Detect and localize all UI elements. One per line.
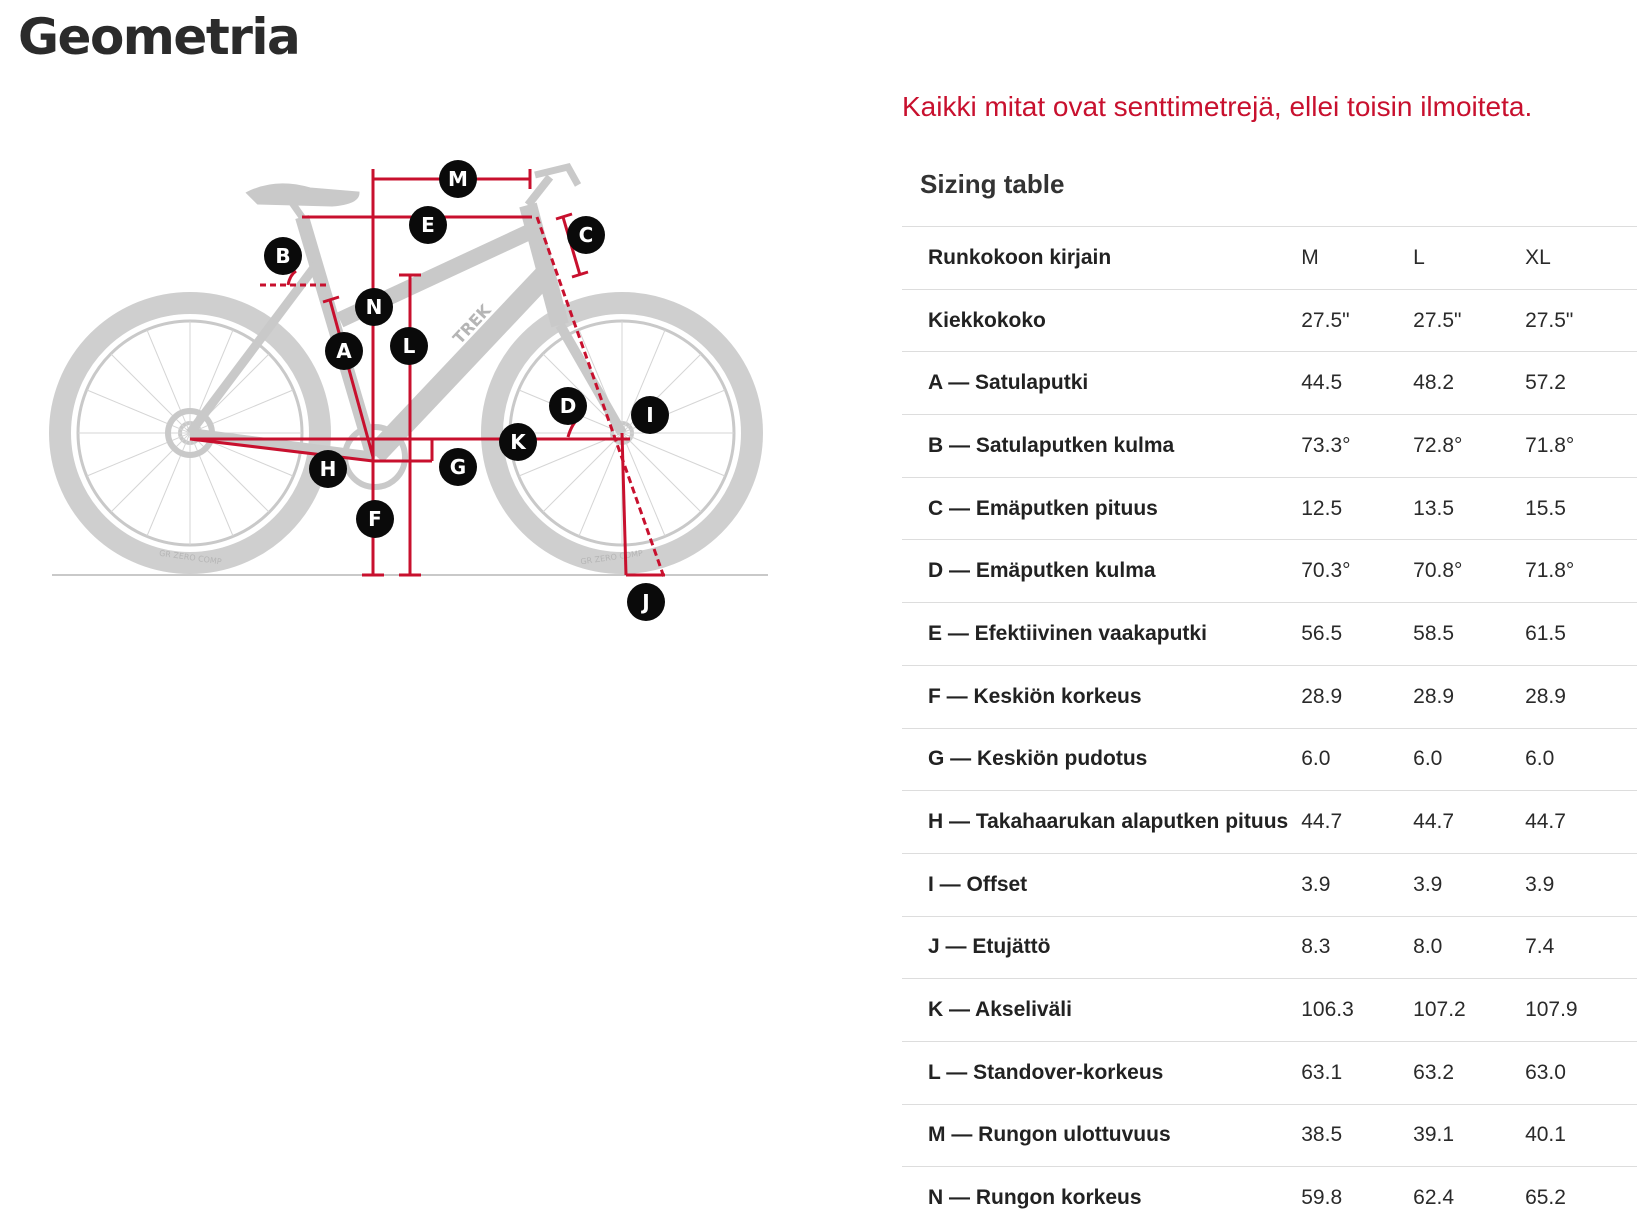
row-label: A — Satulaputki xyxy=(928,371,1089,395)
cell-value: 6.0 xyxy=(1301,747,1331,771)
cell-value: 7.4 xyxy=(1525,935,1555,959)
size-xl-header: XL xyxy=(1525,245,1551,269)
cell-value: 6.0 xyxy=(1413,747,1443,771)
cell-value: 44.7 xyxy=(1301,810,1343,834)
cell-value: 71.8° xyxy=(1525,433,1575,457)
cell-value: 15.5 xyxy=(1525,496,1566,520)
row-label: Kiekkokoko xyxy=(928,308,1046,332)
table-row xyxy=(902,477,1637,540)
rear-tire-text: GR ZERO COMP xyxy=(158,548,223,567)
cell-value: 39.1 xyxy=(1413,1123,1455,1147)
svg-text:N: N xyxy=(365,295,383,319)
cell-value: 44.7 xyxy=(1413,810,1455,834)
page-title: Geometria xyxy=(18,8,300,66)
badge-f xyxy=(356,500,394,538)
cell-value: 40.1 xyxy=(1525,1123,1566,1147)
cell-value: 3.9 xyxy=(1525,872,1555,896)
svg-text:A: A xyxy=(336,339,352,363)
row-label: D — Emäputken kulma xyxy=(928,559,1156,583)
cell-value: 27.5" xyxy=(1301,308,1350,332)
units-notice: Kaikki mitat ovat senttimetrejä, ellei toisin ilmoiteta. xyxy=(902,91,1533,122)
cell-value: 44.5 xyxy=(1301,371,1343,395)
cell-value: 57.2 xyxy=(1525,371,1566,395)
cell-value: 63.1 xyxy=(1301,1060,1343,1084)
row-label: G — Keskiön pudotus xyxy=(928,747,1148,771)
table-row xyxy=(902,979,1637,1042)
svg-text:K: K xyxy=(510,430,526,454)
table-row xyxy=(902,540,1637,603)
cell-value: 70.8° xyxy=(1413,559,1463,583)
row-label: I — Offset xyxy=(928,872,1028,896)
table-header-row xyxy=(902,227,1637,290)
cell-value: 56.5 xyxy=(1301,621,1343,645)
bike-illustration xyxy=(60,167,752,563)
badge-d xyxy=(549,387,587,425)
cell-value: 107.2 xyxy=(1413,998,1466,1022)
cell-value: 38.5 xyxy=(1301,1123,1343,1147)
table-row xyxy=(902,603,1637,666)
badge-k xyxy=(499,423,537,461)
badge-c xyxy=(567,216,605,254)
cell-value: 71.8° xyxy=(1525,559,1575,583)
row-label: M — Rungon ulottuvuus xyxy=(928,1123,1171,1147)
badge-a xyxy=(325,332,363,370)
svg-text:I: I xyxy=(646,403,654,427)
table-row xyxy=(902,791,1637,854)
saddle xyxy=(248,185,358,205)
row-label: H — Takahaarukan alaputken pituus xyxy=(928,810,1289,834)
cell-value: 28.9 xyxy=(1301,684,1343,708)
row-label: L — Standover-korkeus xyxy=(928,1060,1164,1084)
table-row xyxy=(902,289,1637,352)
sizing-table-title: Sizing table xyxy=(920,169,1065,199)
cell-value: 12.5 xyxy=(1301,496,1343,520)
svg-text:D: D xyxy=(559,394,577,418)
cell-value: 73.3° xyxy=(1301,433,1351,457)
badge-i xyxy=(631,396,669,434)
sizing-table xyxy=(902,226,1637,1230)
cell-value: 13.5 xyxy=(1413,496,1455,520)
badge-b xyxy=(264,237,302,275)
badge-e xyxy=(409,206,447,244)
row-label: E — Efektiivinen vaakaputki xyxy=(928,621,1207,645)
cell-value: 61.5 xyxy=(1525,621,1566,645)
table-row xyxy=(902,916,1637,979)
cell-value: 28.9 xyxy=(1525,684,1566,708)
row-label: K — Akseliväli xyxy=(928,998,1072,1022)
table-row xyxy=(902,1167,1637,1230)
row-label: N — Rungon korkeus xyxy=(928,1186,1142,1210)
svg-text:G: G xyxy=(449,455,467,479)
badge-m xyxy=(439,160,477,198)
cell-value: 27.5" xyxy=(1525,308,1574,332)
svg-text:L: L xyxy=(402,334,416,358)
table-row xyxy=(902,1041,1637,1104)
size-m-header: M xyxy=(1301,245,1319,269)
svg-text:E: E xyxy=(421,213,435,237)
cell-value: 48.2 xyxy=(1413,371,1455,395)
cell-value: 8.3 xyxy=(1301,935,1331,959)
badge-n xyxy=(355,288,393,326)
cell-value: 44.7 xyxy=(1525,810,1566,834)
table-row xyxy=(902,1104,1637,1167)
cell-value: 107.9 xyxy=(1525,998,1578,1022)
badge-h xyxy=(309,450,347,488)
cell-value: 63.0 xyxy=(1525,1060,1566,1084)
svg-text:H: H xyxy=(319,457,337,481)
size-l-header: L xyxy=(1413,245,1425,269)
head-tube xyxy=(528,205,560,325)
cell-value: 8.0 xyxy=(1413,935,1443,959)
cell-value: 106.3 xyxy=(1301,998,1354,1022)
table-row xyxy=(902,665,1637,728)
cell-value: 70.3° xyxy=(1301,559,1351,583)
badge-l xyxy=(390,327,428,365)
cell-value: 6.0 xyxy=(1525,747,1555,771)
frame-brand-text: TREK xyxy=(449,300,495,348)
row-label: B — Satulaputken kulma xyxy=(928,433,1175,457)
front-tire-text: GR ZERO COMP xyxy=(579,548,644,567)
cell-value: 27.5" xyxy=(1413,308,1462,332)
badge-j xyxy=(627,583,665,621)
svg-text:F: F xyxy=(368,507,382,531)
table-row xyxy=(902,415,1637,478)
cell-value: 72.8° xyxy=(1413,433,1463,457)
row-label: J — Etujättö xyxy=(928,935,1051,959)
cell-value: 59.8 xyxy=(1301,1186,1343,1210)
table-row xyxy=(902,728,1637,791)
cell-value: 62.4 xyxy=(1413,1186,1455,1210)
row-label: C — Emäputken pituus xyxy=(928,496,1158,520)
badge-g xyxy=(439,448,477,486)
table-row xyxy=(902,352,1637,415)
cell-value: 3.9 xyxy=(1413,872,1443,896)
header-label: Runkokoon kirjain xyxy=(928,245,1112,269)
svg-text:J: J xyxy=(642,590,650,614)
svg-text:M: M xyxy=(448,167,468,191)
svg-text:B: B xyxy=(275,244,291,268)
cell-value: 3.9 xyxy=(1301,872,1331,896)
bike-geometry-diagram xyxy=(40,155,840,675)
cell-value: 63.2 xyxy=(1413,1060,1455,1084)
cell-value: 65.2 xyxy=(1525,1186,1566,1210)
table-row xyxy=(902,853,1637,916)
row-label: F — Keskiön korkeus xyxy=(928,684,1142,708)
svg-text:C: C xyxy=(578,223,594,247)
cell-value: 28.9 xyxy=(1413,684,1455,708)
cell-value: 58.5 xyxy=(1413,621,1455,645)
